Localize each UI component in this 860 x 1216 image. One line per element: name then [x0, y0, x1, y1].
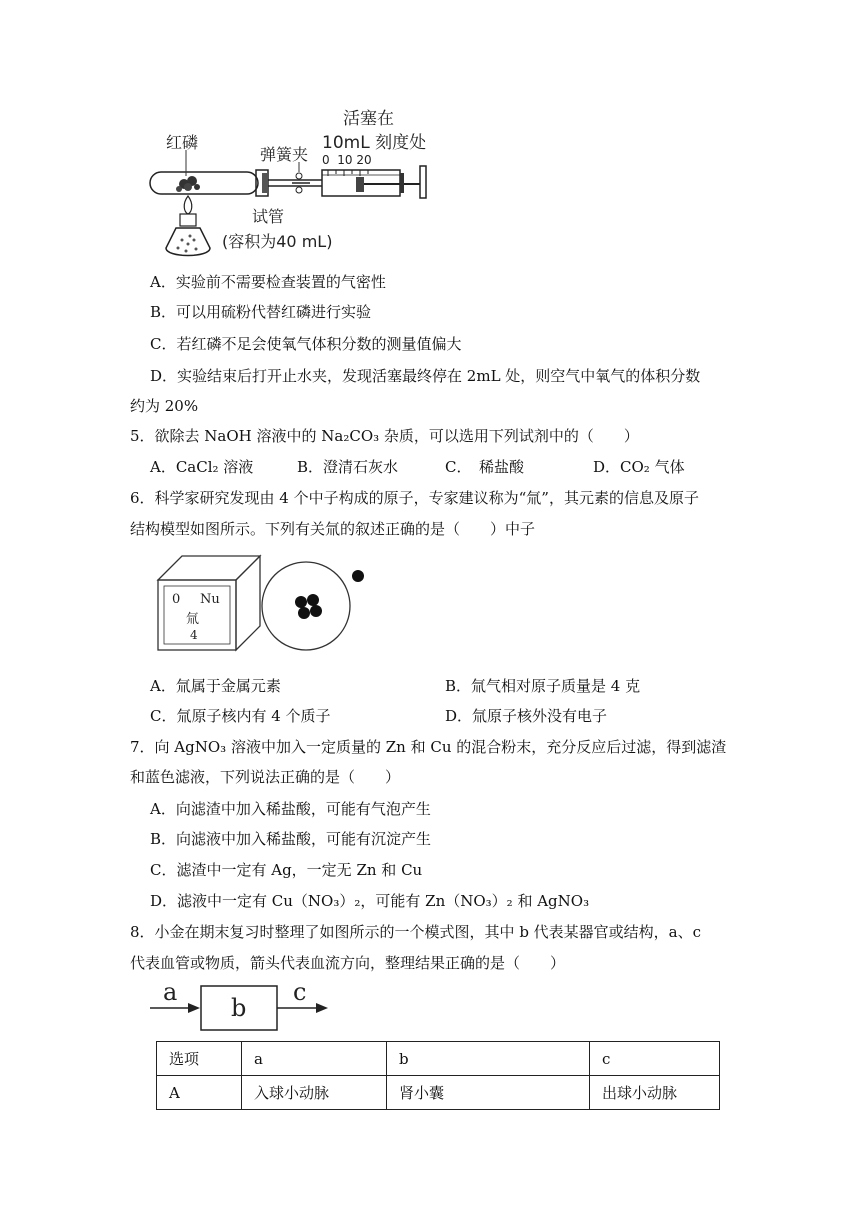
diagram-label-b: b — [231, 994, 247, 1022]
label-tube-volume: (容积为40 mL) — [222, 232, 333, 251]
q8-options-table — [156, 1041, 720, 1110]
table-header-row — [157, 1042, 720, 1076]
table-cell: A — [157, 1076, 242, 1110]
q7-option-a: A．向滤渣中加入稀盐酸，可能有气泡产生 — [150, 800, 431, 818]
element-symbol: Nu — [200, 592, 220, 607]
diagram-label-a: a — [163, 978, 178, 1006]
label-red-phosphorus: 红磷 — [166, 133, 199, 152]
q6-option-d: D．氚原子核外没有电子 — [445, 707, 608, 725]
q7-stem-line2: 和蓝色滤液，下列说法正确的是（ ） — [130, 768, 401, 786]
label-piston-line1: 活塞在 — [343, 109, 394, 129]
q7-option-d: D．滤液中一定有 Cu（NO₃）₂，可能有 Zn（NO₃）₂ 和 AgNO₃ — [150, 892, 590, 910]
q8-stem-line1: 8．小金在期末复习时整理了如图所示的一个模式图，其中 b 代表某器官或结构，a、c — [130, 923, 702, 941]
q5-option-c: C． 稀盐酸 — [445, 458, 524, 476]
q5-option-a: A．CaCl₂ 溶液 — [150, 458, 254, 476]
q7-stem-line1: 7．向 AgNO₃ 溶液中加入一定质量的 Zn 和 Cu 的混合粉末，充分反应后过滤，得到滤渣 — [130, 738, 727, 756]
label-test-tube: 试管 — [252, 207, 285, 226]
element-mass: 4 — [190, 628, 198, 642]
table-header-cell: c — [590, 1042, 720, 1076]
q5-stem: 5．欲除去 NaOH 溶液中的 Na₂CO₃ 杂质，可以选用下列试剂中的（ ） — [130, 427, 639, 445]
element-number: 0 — [172, 592, 181, 607]
q5-option-d: D．CO₂ 气体 — [593, 458, 685, 476]
q6-stem-line1: 6．科学家研究发现由 4 个中子构成的原子，专家建议称为“氚”，其元素的信息及原子 — [130, 489, 699, 507]
element-name: 氚 — [186, 612, 200, 627]
q4-option-c: C．若红磷不足会使氧气体积分数的测量值偏大 — [150, 335, 462, 353]
q6-option-b: B．氚气相对原子质量是 4 克 — [445, 677, 641, 695]
table-cell: 出球小动脉 — [590, 1076, 720, 1110]
q5-option-b: B．澄清石灰水 — [297, 458, 399, 476]
table-header-cell: 选项 — [157, 1042, 242, 1076]
q4-option-a: A．实验前不需要检查装置的气密性 — [150, 273, 386, 291]
label-syringe-scale: 0 10 20 — [322, 153, 372, 167]
q7-option-c: C．滤渣中一定有 Ag，一定无 Zn 和 Cu — [150, 861, 423, 879]
table-row — [157, 1076, 720, 1110]
table-cell: 肾小囊 — [387, 1076, 590, 1110]
label-spring-clamp: 弹簧夹 — [260, 145, 309, 164]
table-header-cell: b — [387, 1042, 590, 1076]
q4-option-b: B．可以用硫粉代替红磷进行实验 — [150, 303, 372, 321]
q8-stem-line2: 代表血管或物质，箭头代表血流方向，整理结果正确的是（ ） — [130, 954, 566, 972]
q4-option-d-line1: D．实验结束后打开止水夹，发现活塞最终停在 2mL 处，则空气中氧气的体积分数 — [150, 367, 701, 385]
diagram-label-c: c — [293, 978, 307, 1006]
table-header-cell: a — [242, 1042, 387, 1076]
q6-stem-line2: 结构模型如图所示。下列有关氚的叙述正确的是（ ）中子 — [130, 520, 536, 538]
q6-option-a: A．氚属于金属元素 — [150, 677, 281, 695]
label-piston-line2: 10mL 刻度处 — [322, 133, 427, 153]
table-cell: 入球小动脉 — [242, 1076, 387, 1110]
q6-option-c: C．氚原子核内有 4 个质子 — [150, 707, 331, 725]
q4-option-d-line2: 约为 20% — [130, 397, 199, 415]
q7-option-b: B．向滤液中加入稀盐酸，可能有沉淀产生 — [150, 830, 432, 848]
